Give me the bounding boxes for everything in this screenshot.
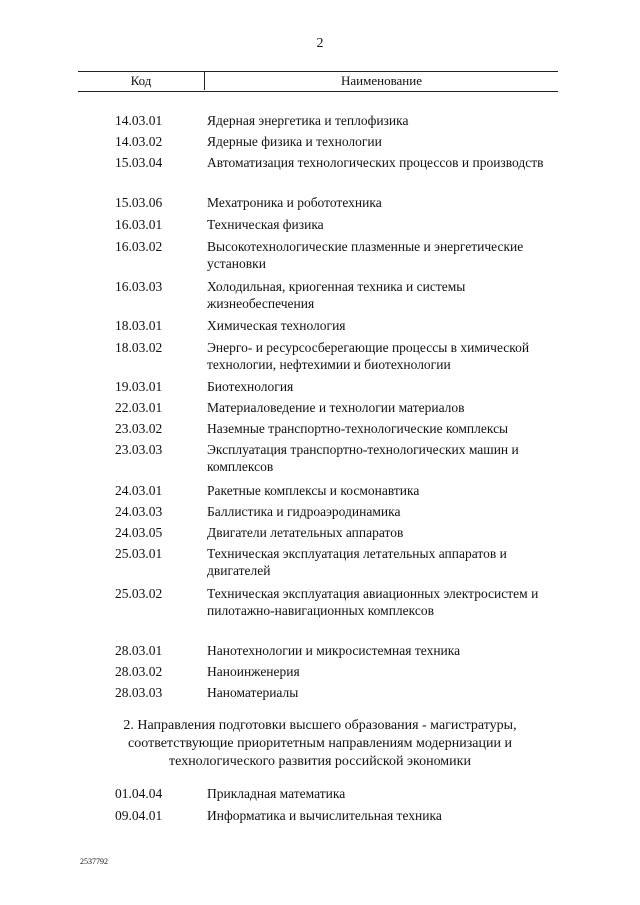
row-name: Ракетные комплексы и космонавтика	[207, 483, 420, 498]
row-code: 09.04.01	[115, 808, 163, 823]
row-code: 23.03.03	[115, 442, 163, 457]
row-code: 16.03.01	[115, 217, 163, 232]
row-code: 22.03.01	[115, 400, 163, 415]
row-code: 15.03.06	[115, 195, 163, 210]
row-code: 14.03.01	[115, 113, 163, 128]
row-name: Эксплуатация транспортно-технологических машин и комплексов	[207, 442, 519, 474]
row-name: Наноинженерия	[207, 664, 300, 679]
row-code: 28.03.02	[115, 664, 163, 679]
row-code: 24.03.01	[115, 483, 163, 498]
row-name: Прикладная математика	[207, 786, 346, 801]
row-name: Техническая эксплуатация летательных аппаратов и двигателей	[207, 546, 507, 578]
row-name: Энерго- и ресурсосберегающие процессы в химической технологии, нефтехимии и биотехнологии	[207, 340, 530, 372]
row-name: Баллистика и гидроаэродинамика	[207, 504, 401, 519]
row-name: Техническая эксплуатация авиационных электросистем и пилотажно-навигационных комплексов	[207, 586, 539, 618]
row-code: 24.03.05	[115, 525, 163, 540]
row-name: Ядерная энергетика и теплофизика	[207, 113, 409, 128]
row-name: Биотехнология	[207, 379, 294, 394]
row-name: Наноматериалы	[207, 685, 299, 700]
row-name: Нанотехнологии и микросистемная техника	[207, 643, 461, 658]
row-code: 25.03.01	[115, 546, 163, 561]
row-code: 18.03.01	[115, 318, 163, 333]
row-code: 24.03.03	[115, 504, 163, 519]
row-code: 25.03.02	[115, 586, 163, 601]
row-code: 28.03.01	[115, 643, 163, 658]
header-name: Наименование	[204, 72, 558, 90]
row-name: Ядерные физика и технологии	[207, 134, 382, 149]
table-header	[78, 71, 558, 92]
row-name: Автоматизация технологических процессов и производств	[207, 155, 544, 170]
row-name: Холодильная, криогенная техника и системы жизнеобеспечения	[207, 279, 466, 311]
row-code: 15.03.04	[115, 155, 163, 170]
row-name: Наземные транспортно-технологические комплексы	[207, 421, 509, 436]
row-code: 23.03.02	[115, 421, 163, 436]
document-id: 2537792	[80, 857, 108, 866]
row-code: 14.03.02	[115, 134, 163, 149]
row-code: 18.03.02	[115, 340, 163, 355]
row-name: Высокотехнологические плазменные и энергетические установки	[207, 239, 524, 271]
row-name: Химическая технология	[207, 318, 346, 333]
page-number: 2	[316, 36, 324, 51]
row-name: Материаловедение и технологии материалов	[207, 400, 465, 415]
row-code: 19.03.01	[115, 379, 163, 394]
row-name: Мехатроника и робототехника	[207, 195, 382, 210]
row-name: Информатика и вычислительная техника	[207, 808, 442, 823]
row-code: 16.03.03	[115, 279, 163, 294]
row-name: Техническая физика	[207, 217, 324, 232]
section-2-title: 2. Направления подготовки высшего образования - магистратуры, соответствующие приоритетным направлениям модернизации и технологического развития российской экономики	[123, 718, 517, 769]
row-name: Двигатели летательных аппаратов	[207, 525, 404, 540]
row-code: 28.03.03	[115, 685, 163, 700]
row-code: 16.03.02	[115, 239, 163, 254]
header-code: Код	[130, 73, 152, 88]
row-code: 01.04.04	[115, 786, 163, 801]
